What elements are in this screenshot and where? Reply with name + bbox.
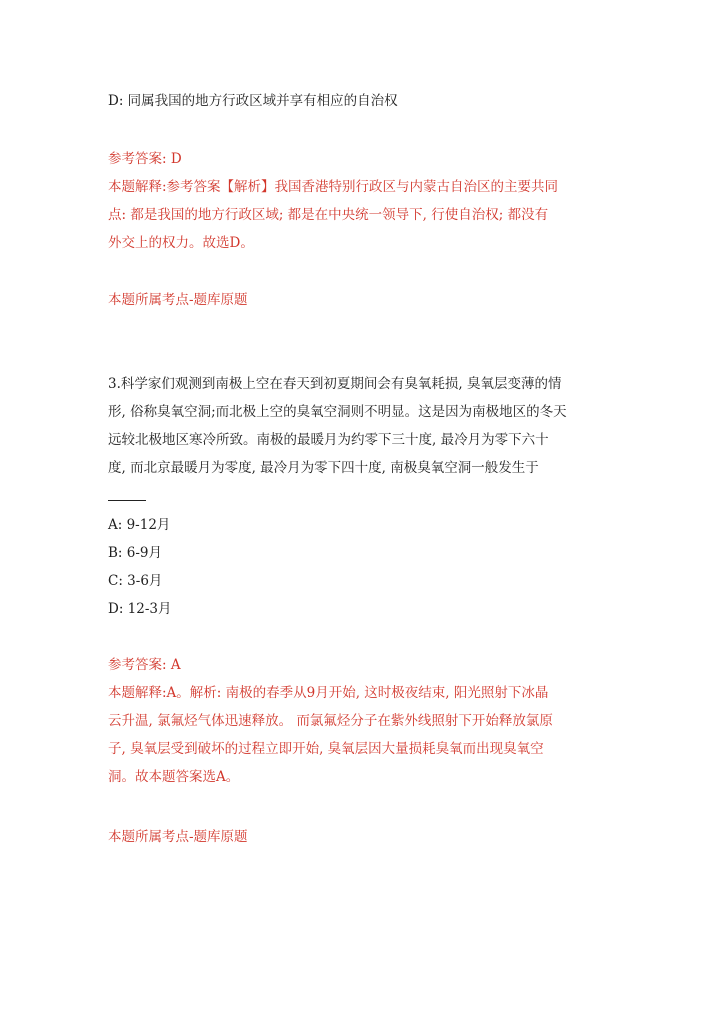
explanation-line: 子, 臭氧层受到破坏的过程立即开始, 臭氧层因大量损耗臭氧而出现臭氧空 xyxy=(108,741,544,757)
option-d: D: 12-3月 xyxy=(108,601,172,617)
answer-label: 参考答案: D xyxy=(108,151,182,167)
option-d: D: 同属我国的地方行政区域并享有相应的自治权 xyxy=(108,93,398,109)
explanation-line: 本题解释:A。解析: 南极的春季从9月开始, 这时极夜结束, 阳光照射下冰晶 xyxy=(108,685,549,701)
question-stem-line: 3.科学家们观测到南极上空在春天到初夏期间会有臭氧耗损, 臭氧层变薄的情 xyxy=(108,376,562,392)
topic-label: 本题所属考点-题库原题 xyxy=(108,292,248,308)
explanation-line: 云升温, 氯氟烃气体迅速释放。 而氯氟烃分子在紫外线照射下开始释放氯原 xyxy=(108,713,553,729)
answer-label: 参考答案: A xyxy=(108,657,181,673)
question-stem-line: 远较北极地区寒冷所致。南极的最暖月为约零下三十度, 最冷月为零下六十 xyxy=(108,432,549,448)
question-stem-line: 度, 而北京最暖月为零度, 最冷月为零下四十度, 南极臭氧空洞一般发生于 xyxy=(108,460,539,476)
topic-label: 本题所属考点-题库原题 xyxy=(108,829,248,845)
answer-blank xyxy=(108,500,146,501)
option-c: C: 3-6月 xyxy=(108,573,163,589)
explanation-line: 本题解释:参考答案【解析】我国香港特别行政区与内蒙古自治区的主要共同 xyxy=(108,179,559,195)
option-b: B: 6-9月 xyxy=(108,545,162,561)
question-stem-line: 形, 俗称臭氧空洞;而北极上空的臭氧空洞则不明显。这是因为南极地区的冬天 xyxy=(108,404,567,420)
explanation-line: 洞。故本题答案选A。 xyxy=(108,769,240,785)
explanation-line: 点: 都是我国的地方行政区域; 都是在中央统一领导下, 行使自治权; 都没有 xyxy=(108,207,549,223)
option-a: A: 9-12月 xyxy=(108,517,171,533)
explanation-line: 外交上的权力。故选D。 xyxy=(108,235,254,251)
